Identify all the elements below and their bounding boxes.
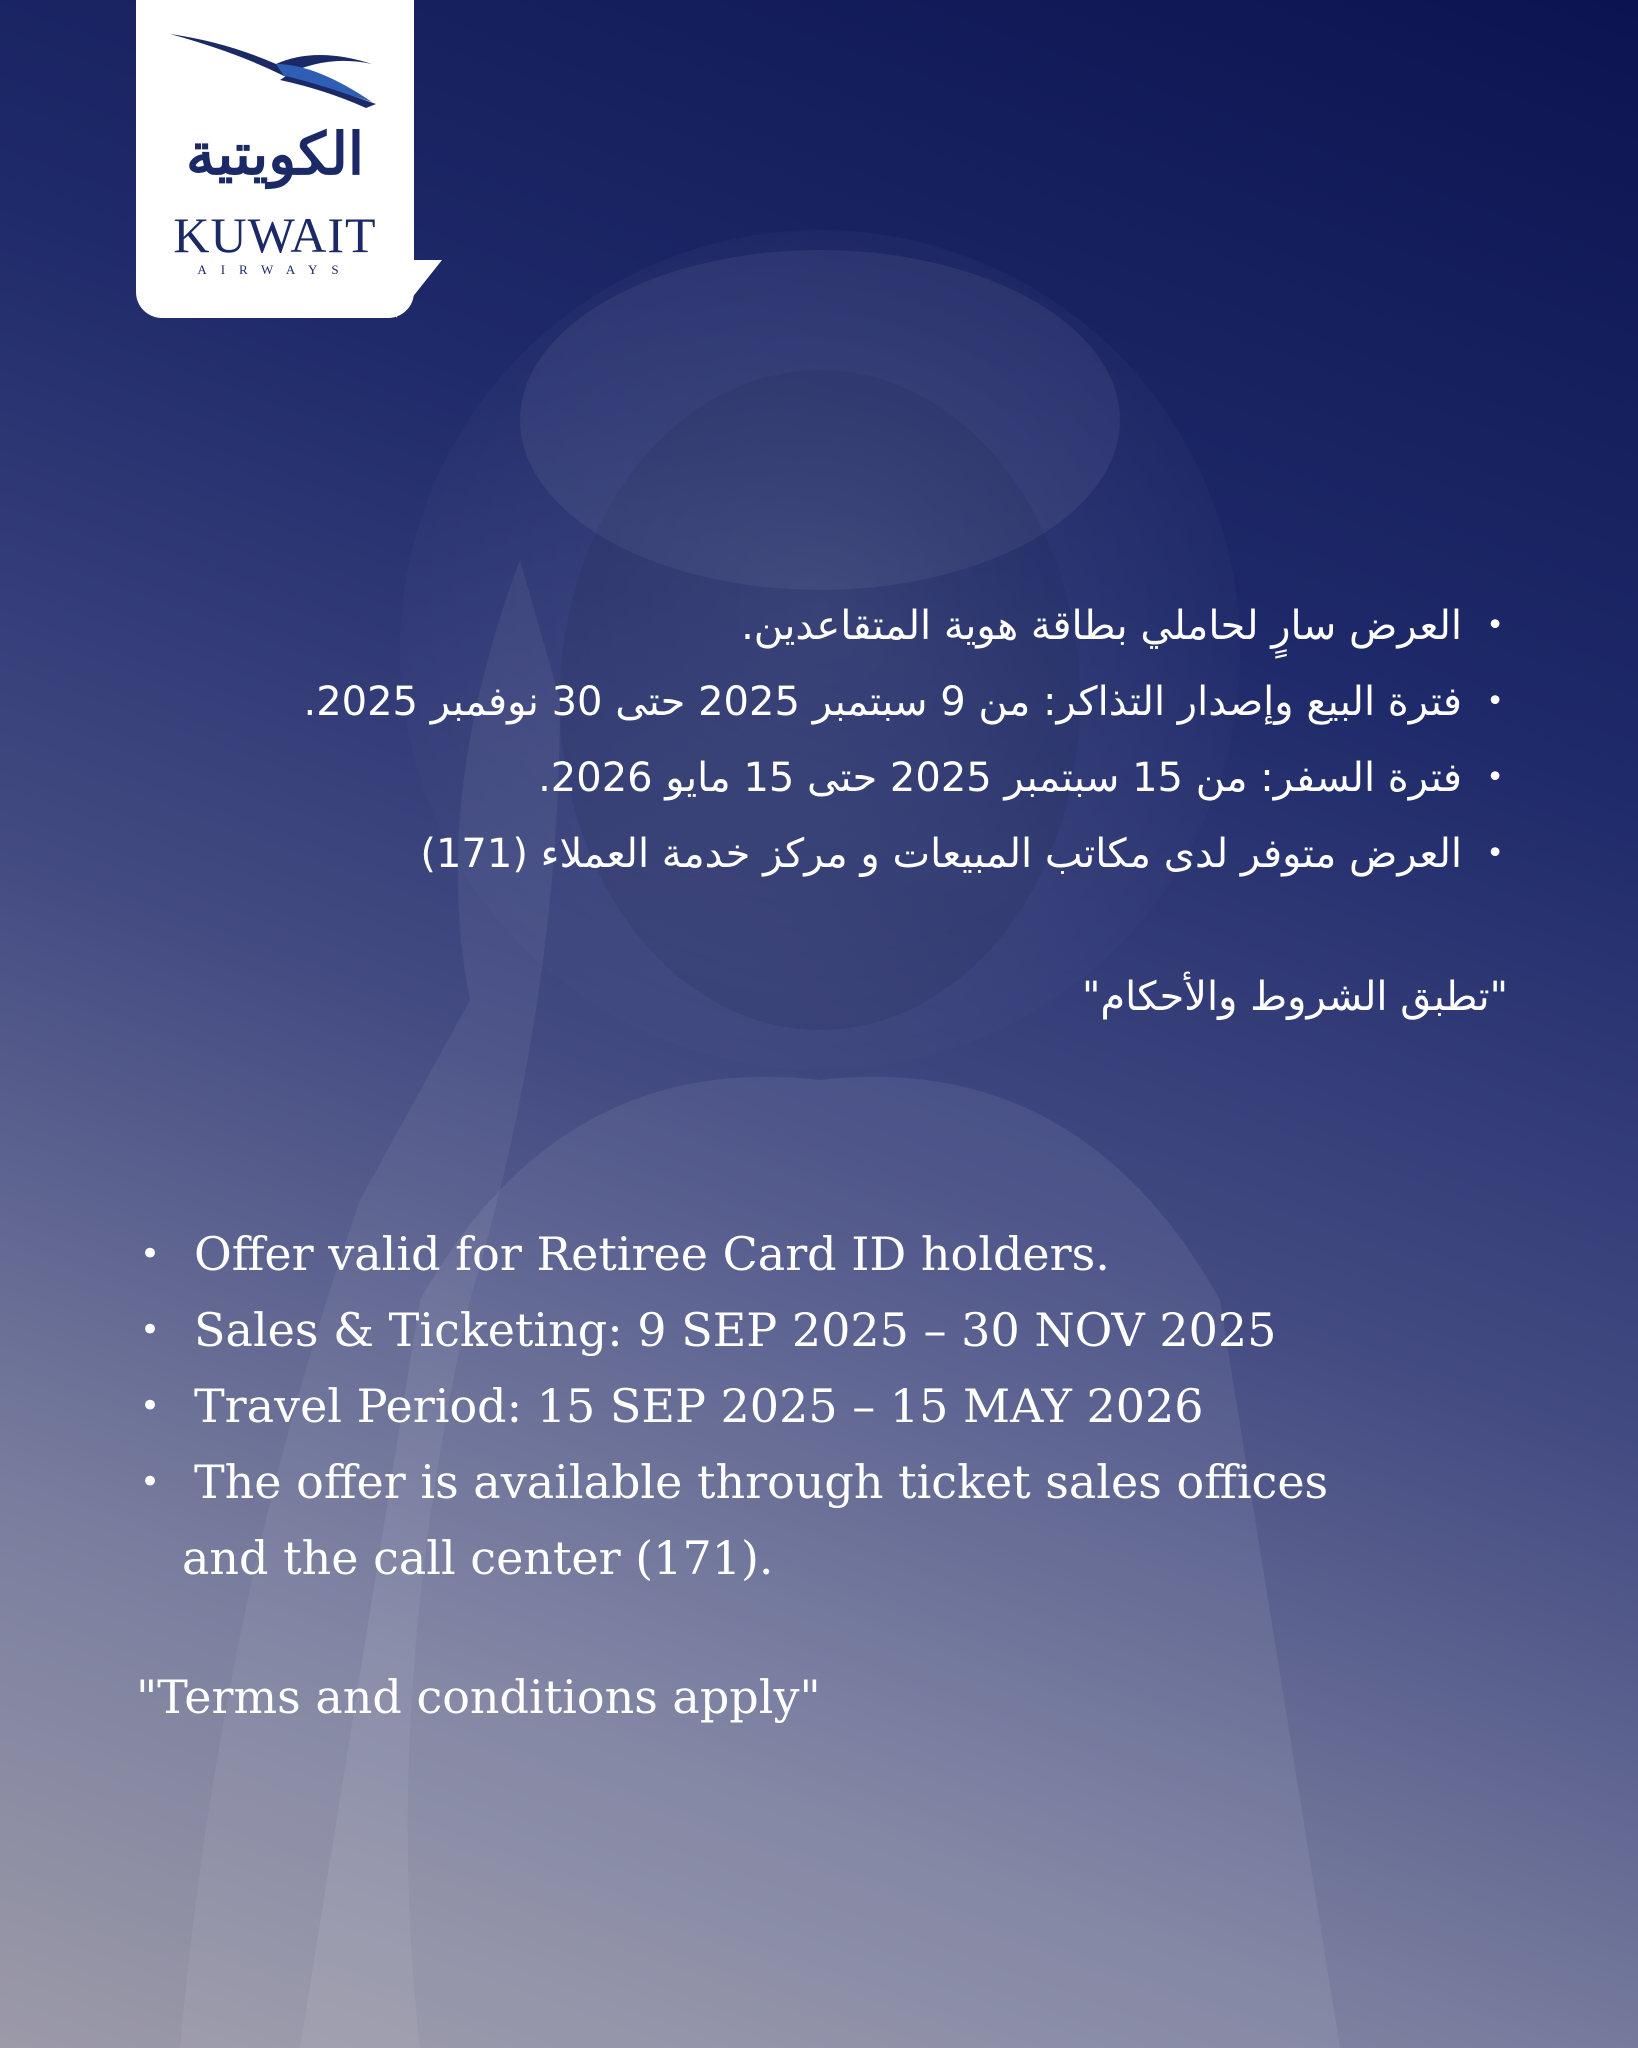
list-item (88, 740, 1508, 816)
brand-arabic-name: الكويتية (185, 120, 365, 188)
english-bullet-text: Offer valid for Retiree Card ID holders. (194, 1227, 1110, 1281)
english-offer-list (136, 1216, 1436, 1596)
list-item (88, 664, 1508, 740)
arabic-bullet-text: العرض متوفر لدى مكاتب المبيعات و مركز خدمة العملاء (171) (420, 831, 1462, 877)
arabic-bullet-text: العرض سارٍ لحاملي بطاقة هوية المتقاعدين. (741, 603, 1462, 649)
list-item (88, 816, 1508, 892)
bullet-icon: • (140, 1386, 161, 1426)
arabic-bullet-text: فترة البيع وإصدار التذاكر: من 9 سبتمبر 2025 حتى 30 نوفمبر 2025. (303, 679, 1462, 725)
english-bullet-text: The offer is available through ticket sales offices (194, 1455, 1329, 1509)
bullet-icon: • (1486, 760, 1504, 795)
bullet-icon: • (140, 1462, 161, 1502)
arabic-terms-note: "تطبق الشروط والأحكام" (1082, 974, 1508, 1020)
list-item (88, 588, 1508, 664)
english-bullet-continuation: and the call center (171). (182, 1531, 774, 1585)
english-bullet-text: Travel Period: 15 SEP 2025 – 15 MAY 2026 (194, 1379, 1204, 1433)
bullet-icon: • (1486, 836, 1504, 871)
english-terms-note: "Terms and conditions apply" (136, 1670, 821, 1724)
bullet-icon: • (1486, 684, 1504, 719)
bullet-icon: • (140, 1310, 161, 1350)
list-item (136, 1444, 1436, 1596)
list-item (136, 1292, 1436, 1368)
list-item (136, 1368, 1436, 1444)
arabic-bullet-text: فترة السفر: من 15 سبتمبر 2025 حتى 15 مايو 2026. (538, 755, 1462, 801)
english-bullet-text: Sales & Ticketing: 9 SEP 2025 – 30 NOV 2025 (194, 1303, 1277, 1357)
bullet-icon: • (140, 1234, 161, 1274)
airline-bird-logo-icon (166, 24, 386, 114)
bullet-icon: • (1486, 608, 1504, 643)
brand-english-name: KUWAIT (173, 207, 377, 263)
arabic-offer-list (88, 588, 1508, 892)
list-item (136, 1216, 1436, 1292)
brand-sub-name: AIRWAYS (197, 262, 353, 277)
